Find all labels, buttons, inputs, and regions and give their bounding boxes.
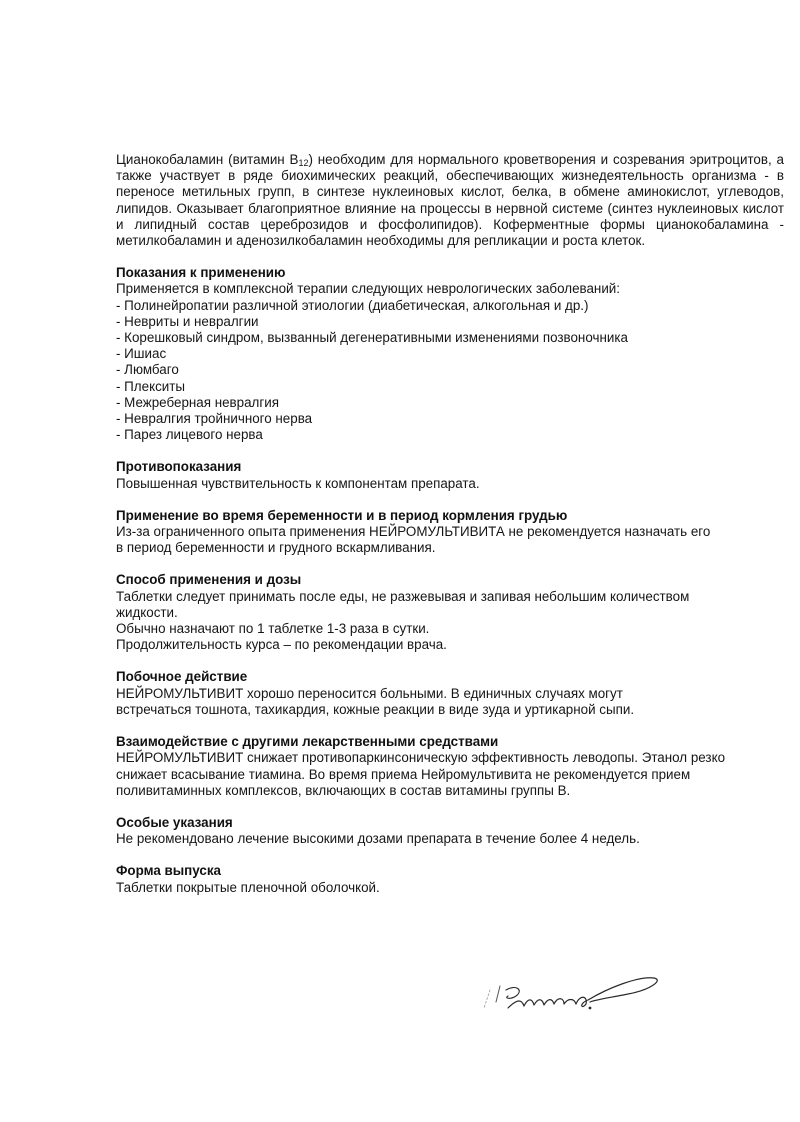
section-dosage [116,572,740,653]
list-item: - Корешковый синдром, вызванный дегенеративными изменениями позвоночника [116,330,628,346]
section-heading: Побочное действие [116,669,248,685]
intro-text-rest: ) необходим для нормального кроветворения и созревания эритроцитов, а также участвует в ряде биохимических реакций, обеспечивающих жизнедеятельность организма - в переносе метильных групп, в синтезе нуклеиновых кислот, белка, в обмене аминокислот, углеводов, липидов. Оказывает благоприятное влияние на процессы в нервной системе (синтез нуклеиновых кислот и липидный состав цереброзидов и фосфолипидов). Коферментные формы цианокобаламина - метилкобаламин и аденозилкобаламин необходимы для репликации и роста клеток. [116,152,785,249]
intro-text-start: Цианокобаламин (витамин B [116,152,299,167]
vitamin-subscript: 12 [298,158,309,168]
signature-icon [478,968,678,1018]
document-page [116,152,784,912]
dosage-line: Таблетки следует принимать после еды, не разжевывая и запивая небольшим количеством жидкости. [116,588,690,620]
list-item: - Полинейропатии различной этиологии (диабетическая, алкогольная и др.) [116,297,589,313]
dosage-line: Обычно назначают по 1 таблетке 1-3 раза в сутки. [116,621,430,637]
section-text: Из-за ограниченного опыта применения НЕЙРОМУЛЬТИВИТА не рекомендуется назначать его в период беременности и грудного вскармливания. [116,524,711,556]
dosage-line: Продолжительность курса – по рекомендации врача. [116,637,447,653]
section-heading: Взаимодействие с другими лекарственными средствами [116,734,499,750]
section-heading: Применение во время беременности и в период кормления грудью [116,507,568,523]
section-heading: Способ применения и дозы [116,572,302,588]
section-text: Повышенная чувствительность к компонентам препарата. [116,475,480,491]
list-item: - Невриты и невралгии [116,313,259,329]
section-text: Не рекомендовано лечение высокими дозами препарата в течение более 4 недель. [116,831,640,847]
list-item: - Парез лицевого нерва [116,427,263,443]
section-text: Таблетки покрытые пленочной оболочкой. [116,879,380,895]
section-contraindications [116,459,784,491]
indications-list [116,298,784,444]
section-heading: Форма выпуска [116,863,221,879]
indications-lead: Применяется в комплексной терапии следующих неврологических заболеваний: [116,281,620,297]
section-heading: Противопоказания [116,459,242,475]
list-item: - Ишиас [116,346,167,362]
list-item: - Межреберная невралгия [116,394,279,410]
section-indications [116,265,784,443]
section-heading: Особые указания [116,814,233,830]
section-text: НЕЙРОМУЛЬТИВИТ снижает противопаркинсоническую эффективность леводопы. Этанол резко снижает всасывание тиамина. Во время приема Нейромультивита не рекомендуется прием поливитаминных комплексов, включающих в состав витамины группы В. [116,750,726,798]
section-text: НЕЙРОМУЛЬТИВИТ хорошо переносится больными. В единичных случаях могут встречаться тошнота, тахикардия, кожные реакции в виде зуда и уртикарной сыпи. [116,685,635,717]
list-item: - Люмбаго [116,362,179,378]
list-item: - Невралгия тройничного нерва [116,411,313,427]
list-item: - Плекситы [116,378,186,394]
section-release-form [116,863,784,895]
section-pregnancy [116,508,716,557]
intro-paragraph [116,152,784,249]
section-interactions [116,734,730,799]
section-heading: Показания к применению [116,265,286,281]
section-side-effects [116,669,676,718]
section-special-notes [116,815,784,847]
handwritten-signature [478,968,678,1018]
